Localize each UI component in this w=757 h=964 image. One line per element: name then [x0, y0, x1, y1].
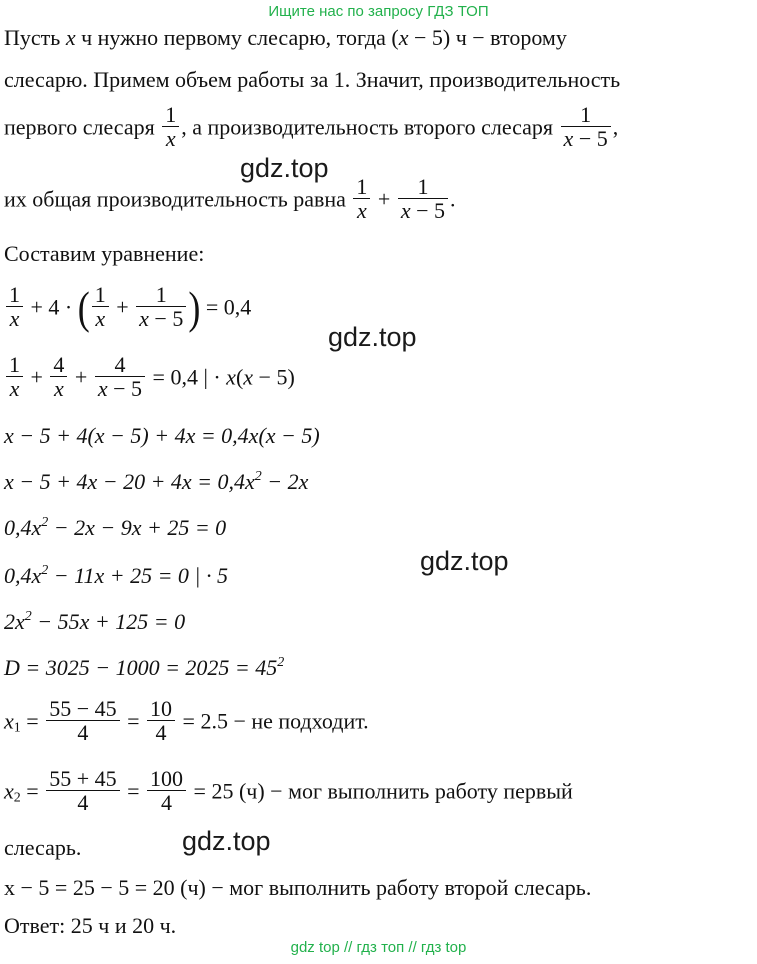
equation-7: $2x^2 - 55x + 125 = 0$ [4, 609, 186, 634]
text-line-slesar: слесарь. [4, 835, 82, 860]
text-fragment: , а производительность второго слесаря [181, 114, 559, 140]
fraction-55-minus-45-over-4: $\frac{55 - 45}{4}$ [46, 698, 119, 745]
fraction-1-over-x: $\frac{1}{x}$ [6, 284, 23, 331]
fraction-1-over-x: $\frac{1}{x}$ [92, 284, 109, 331]
fraction-10-over-4: $\frac{10}{4}$ [147, 698, 175, 745]
text-line-2: слесарю. Примем объем работы за 1. Значит, производительность [4, 67, 621, 92]
equation-3: x − 5 + 4(x − 5) + 4x = 0,4x(x − 5) [4, 423, 320, 448]
fraction-1-over-x-minus-5: $\frac{1}{x - 5}$ [136, 284, 186, 331]
watermark: gdz.top [328, 322, 417, 352]
footer-links[interactable]: gdz top // гдз топ // гдз top [290, 939, 467, 956]
equation-5: $0,4x^2 - 2x - 9x + 25 = 0$ [4, 515, 227, 540]
text-fragment: = 0,4 | · [147, 364, 227, 390]
equation-1: $\frac{1}{x}$ + 4 · ( $\frac{1}{x}$ + $\frac{1}{x - 5}$ ) = 0,4 [4, 284, 251, 331]
text-fragment: = 0,4 [200, 294, 252, 320]
fraction-1-over-x: $\frac{1}{x}$ [6, 354, 23, 401]
equation-4: $x - 5 + 4x - 20 + 4x = 0,4x^2 - 2x$ [4, 469, 309, 494]
text-line-second-worker: x − 5 = 25 − 5 = 20 (ч) − мог выполнить работу второй слесарь. [4, 875, 592, 900]
top-banner[interactable]: Ищите нас по запросу ГДЗ ТОП [268, 3, 489, 20]
fraction-1-over-x: $\frac{1}{x}$ [162, 104, 179, 151]
var-x: x [398, 25, 409, 50]
text-fragment: их общая производительность равна [4, 186, 352, 212]
equation-2: $\frac{1}{x}$ + $\frac{4}{x}$ + $\frac{4}{x - 5}$ = 0,4 | · x(x − 5) [4, 354, 295, 401]
text-fragment: ( [235, 364, 244, 390]
text-fragment: 0,4x [4, 563, 42, 588]
fraction-1-over-x: $\frac{1}{x}$ [353, 176, 370, 223]
fraction-100-over-4: $\frac{100}{4}$ [147, 768, 186, 815]
text-fragment: ч нужно первому слесарю, тогда ( [75, 25, 399, 50]
text-line-4: их общая производительность равна $\frac{1}{x}$ + $\frac{1}{x - 5}$ . [4, 174, 456, 223]
text-line-3: первого слесаря $\frac{1}{x}$ , а производительность второго слесаря $\frac{1}{x - 5}$ , [4, 102, 619, 151]
text-fragment: x − 5 + 4x − 20 + 4x = 0,4x [4, 469, 255, 494]
equation-6: $0,4x^2 - 11x + 25 = 0$ | · 5 [4, 563, 228, 588]
fraction-1-over-x-minus-5: $\frac{1}{x - 5}$ [398, 176, 448, 223]
text-fragment: − 55x + 125 = 0 [31, 609, 186, 634]
root-x1: $x_1$ = $\frac{55 - 45}{4}$ = $\frac{10}{4}$ = 2.5 − не подходит. [4, 696, 369, 745]
text-fragment: 0,4x [4, 515, 42, 540]
text-fragment: D = 3025 − 1000 = 2025 = 45 [4, 655, 278, 680]
watermark: gdz.top [182, 826, 271, 856]
fraction-55-plus-45-over-4: $\frac{55 + 45}{4}$ [46, 768, 119, 815]
text-fragment: 2x [4, 609, 25, 634]
var-x: x [65, 25, 76, 50]
text-fragment: = 2.5 − не подходит. [177, 708, 369, 734]
equation-8: $D = 3025 - 1000 = 2025 = 45^2$ [4, 655, 285, 680]
fraction-4-over-x: $\frac{4}{x}$ [50, 354, 67, 401]
root-x2: $x_2$ = $\frac{55 + 45}{4}$ = $\frac{100}{4}$ = 25 (ч) − мог выполнить работу первый [4, 766, 573, 815]
text-fragment: первого слесаря [4, 114, 161, 140]
text-fragment: − 5) [253, 364, 295, 390]
text-fragment: = 25 (ч) − мог выполнить работу первый [188, 778, 573, 804]
watermark: gdz.top [420, 546, 509, 576]
text-line-5: Составим уравнение: [4, 241, 205, 266]
answer-line: Ответ: 25 ч и 20 ч. [4, 913, 177, 938]
fraction-4-over-x-minus-5: $\frac{4}{x - 5}$ [95, 354, 145, 401]
text-fragment: − 5) ч − второму [408, 25, 567, 50]
text-fragment: Пусть [4, 25, 66, 50]
text-fragment: − 2x [261, 469, 309, 494]
text-fragment: − 2x − 9x + 25 = 0 [48, 515, 227, 540]
text-line-1 [4, 24, 567, 52]
text-fragment: − 11x + 25 = 0 | · 5 [48, 563, 228, 588]
watermark: gdz.top [240, 153, 329, 183]
fraction-1-over-x-minus-5: $\frac{1}{x - 5}$ [561, 104, 611, 151]
